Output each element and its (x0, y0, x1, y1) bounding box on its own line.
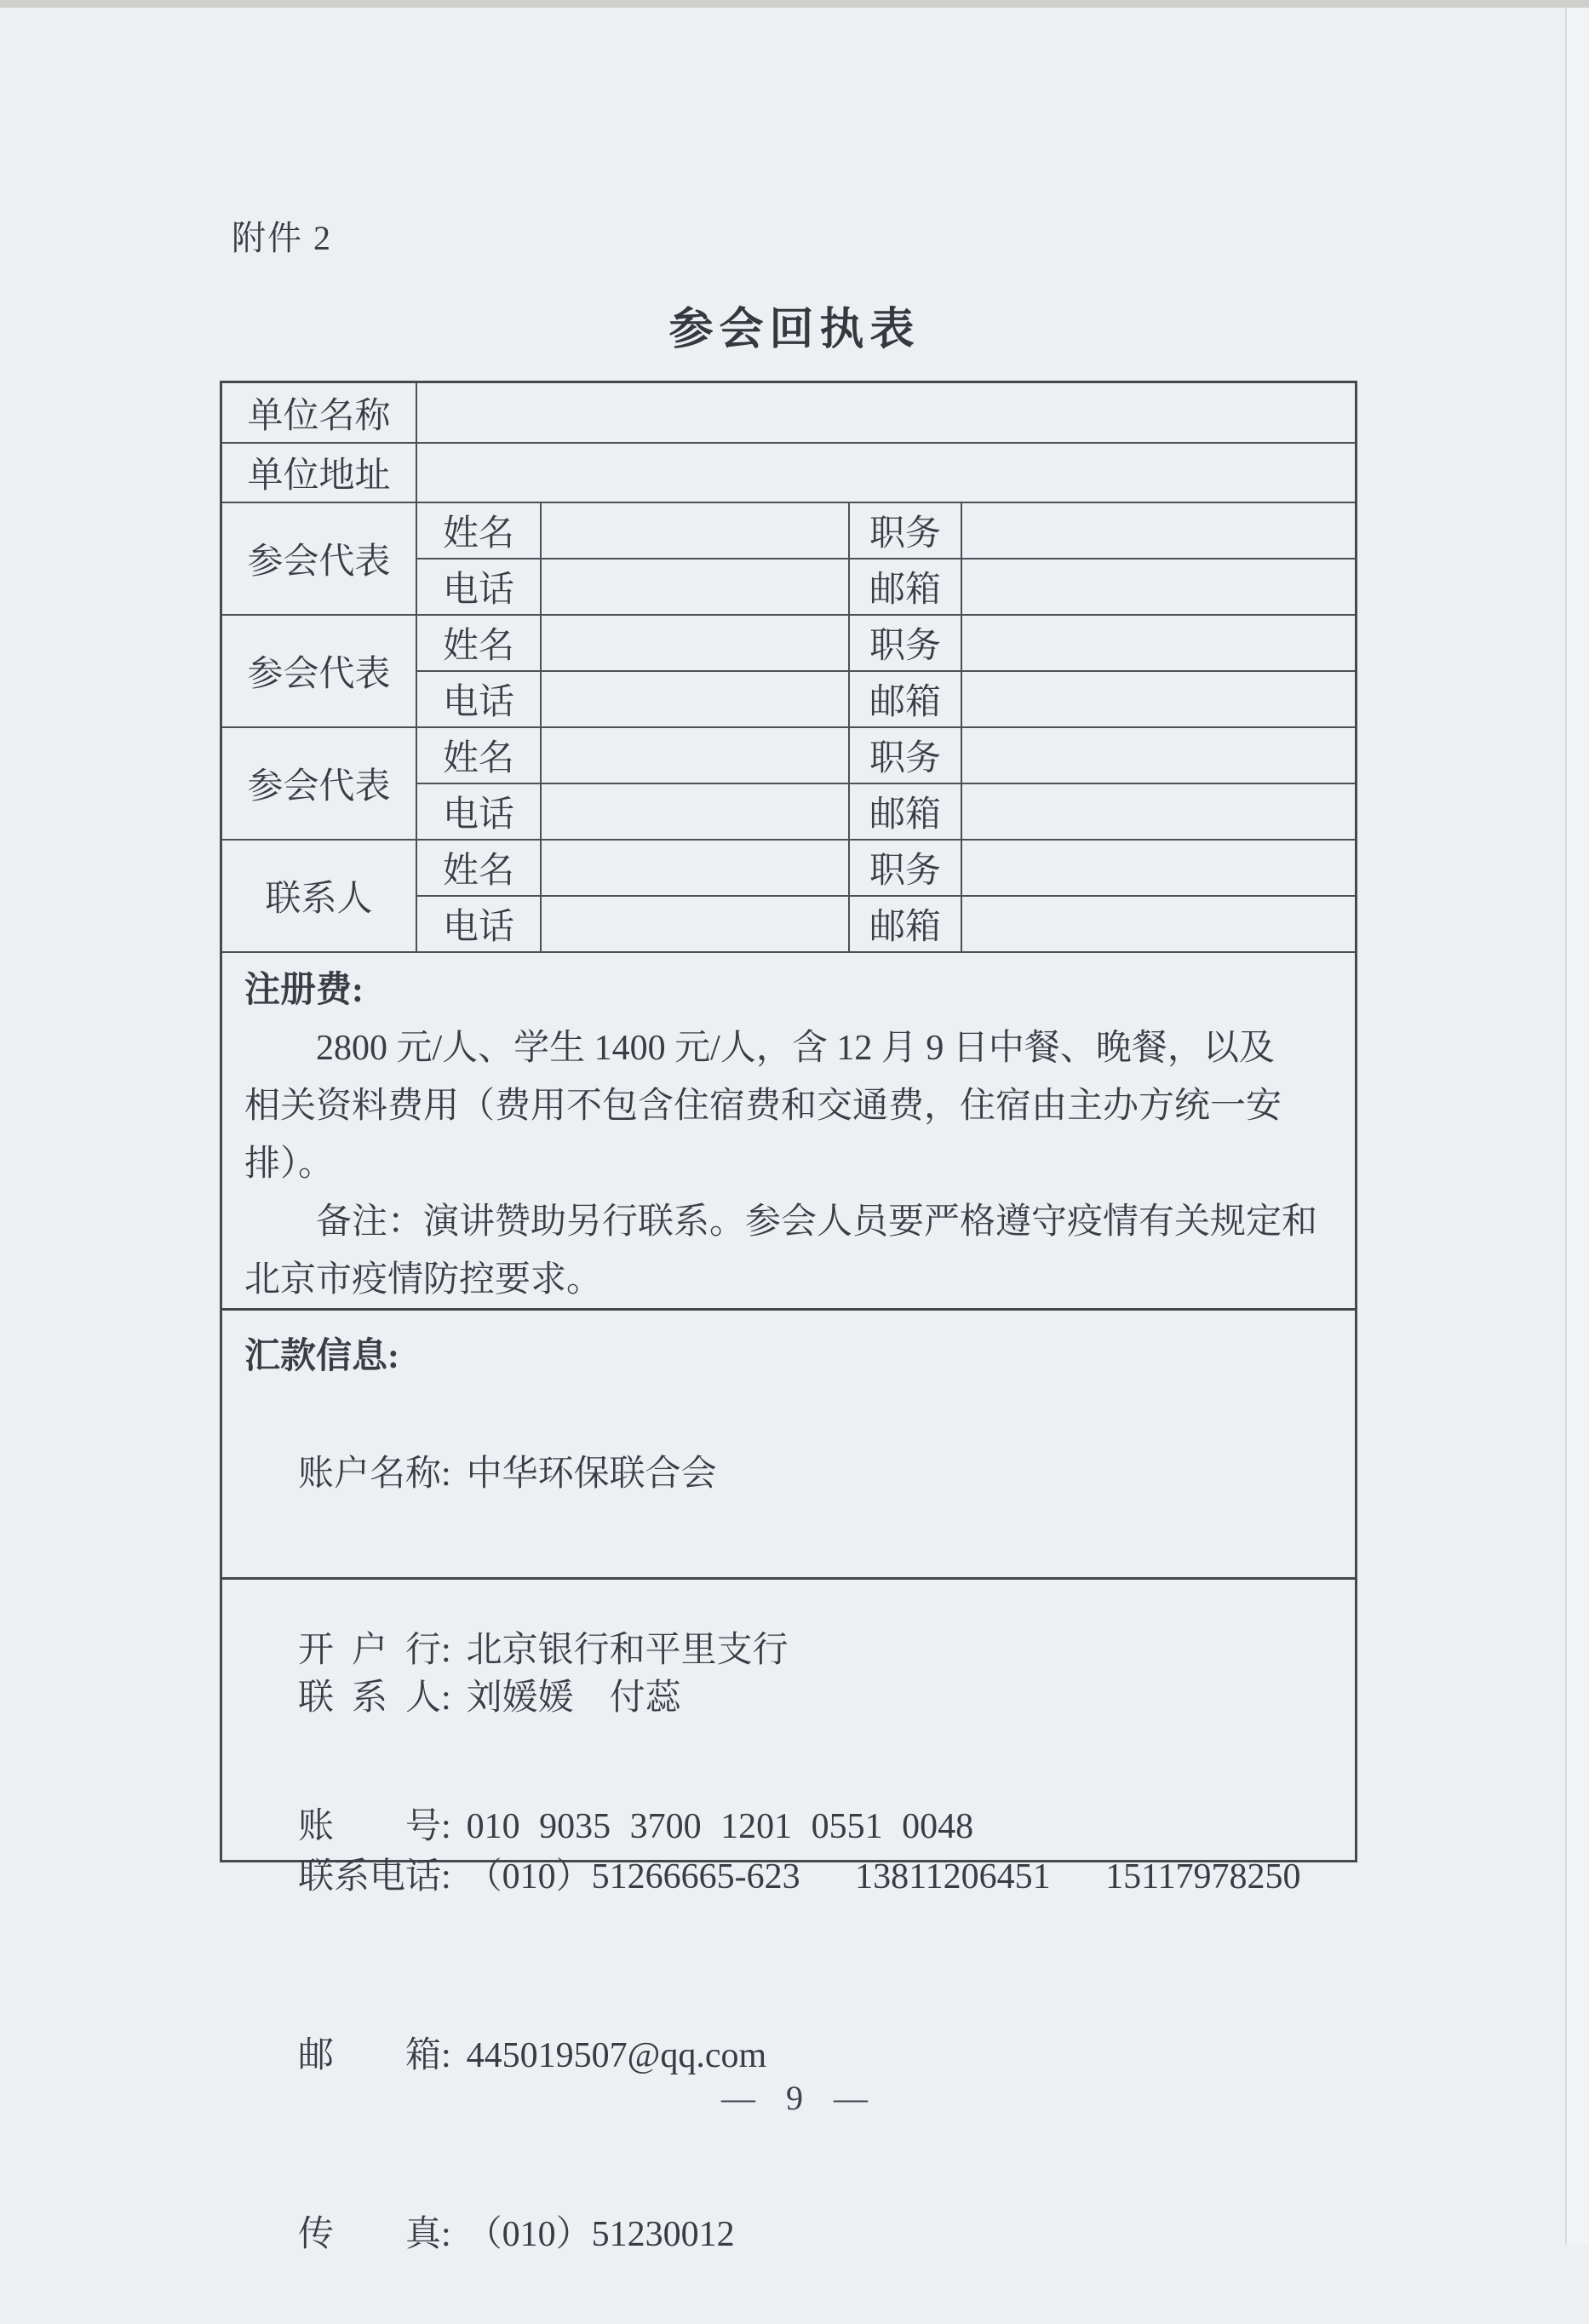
unit-address-label: 单位地址 (222, 443, 416, 502)
group-label-contact: 联系人 (222, 840, 416, 952)
contact-title-value-cell (961, 840, 1355, 896)
email-label: 邮箱 (849, 559, 961, 615)
unit-name-label: 单位名称 (222, 383, 416, 443)
fee-paragraph-line: 相关资料费用（费用不包含住宿费和交通费，住宿由主办方统一安 (244, 1087, 1282, 1126)
registration-form-box (220, 381, 1357, 2254)
contact-fax-label: 传 真: (298, 2215, 451, 2254)
bank-value: 北京银行和平里支行 (466, 1631, 789, 1670)
remittance-heading: 汇款信息: (244, 1337, 399, 1376)
name-label: 姓名 (416, 502, 541, 559)
fee-heading: 注册费: (244, 971, 364, 1010)
table-row-unit-name (222, 383, 1355, 443)
page-number: — 9 — (721, 2079, 868, 2117)
contact-fax-line (244, 2145, 1333, 2324)
phone-label: 电话 (416, 783, 541, 840)
rep2-email-value-cell (961, 671, 1355, 727)
rep2-phone-value-cell (541, 671, 849, 727)
rep3-title-value-cell (961, 727, 1355, 783)
table-row-rep1-name (222, 502, 1355, 559)
page-title: 参会回执表 (668, 306, 921, 354)
contact-fax-value: （010）51230012 (466, 2215, 735, 2254)
rep1-email-value-cell (961, 559, 1355, 615)
name-label: 姓名 (416, 840, 541, 896)
contact-name-value-cell (541, 840, 849, 896)
title-label: 职务 (849, 840, 961, 896)
group-label-rep1: 参会代表 (222, 502, 416, 615)
email-label: 邮箱 (849, 896, 961, 952)
title-label: 职务 (849, 615, 961, 671)
fee-note-line: 备注：演讲赞助另行联系。参会人员要严格遵守疫情有关规定和 (316, 1202, 1318, 1242)
contact-email-line (244, 1966, 1333, 2145)
title-label: 职务 (849, 502, 961, 559)
unit-address-value-cell (416, 443, 1355, 502)
rep1-title-value-cell (961, 502, 1355, 559)
email-label: 邮箱 (849, 671, 961, 727)
phone-label: 电话 (416, 559, 541, 615)
rep1-phone-value-cell (541, 559, 849, 615)
contact-phone-label: 联系电话: (298, 1857, 451, 1896)
table-row-rep3-name (222, 727, 1355, 783)
account-number-value: 010 9035 3700 1201 0551 0048 (466, 1807, 974, 1846)
unit-name-value-cell (416, 383, 1355, 443)
phone-label: 电话 (416, 671, 541, 727)
fee-note-line: 北京市疫情防控要求。 (244, 1260, 603, 1300)
name-label: 姓名 (416, 615, 541, 671)
name-label: 姓名 (416, 727, 541, 783)
bank-label: 开 户 行: (298, 1631, 451, 1670)
rep2-title-value-cell (961, 615, 1355, 671)
fee-paragraph-line: 2800 元/人、学生 1400 元/人，含 12 月 9 日中餐、晚餐，以及 (316, 1029, 1275, 1068)
account-name-line (244, 1386, 1333, 1563)
rep1-name-value-cell (541, 502, 849, 559)
contact-person-label: 联 系 人: (298, 1678, 451, 1718)
contact-person-value: 刘媛媛 付蕊 (466, 1678, 681, 1718)
group-label-rep3: 参会代表 (222, 727, 416, 840)
account-number-label: 账 号: (298, 1807, 451, 1846)
rep3-phone-value-cell (541, 783, 849, 840)
rep3-email-value-cell (961, 783, 1355, 840)
account-name-value: 中华环保联合会 (466, 1455, 717, 1494)
group-label-rep2: 参会代表 (222, 615, 416, 727)
registration-fee-section (222, 953, 1355, 1308)
contact-email-value-cell (961, 896, 1355, 952)
contact-phone-value-cell (541, 896, 849, 952)
scan-top-strip (0, 0, 1589, 8)
phone-label: 电话 (416, 896, 541, 952)
contact-phone-value: （010）51266665-623 13811206451 15117978250 (466, 1857, 1301, 1896)
contact-email-label: 邮 箱: (298, 2036, 451, 2075)
rep3-name-value-cell (541, 727, 849, 783)
table-row-rep2-name (222, 615, 1355, 671)
table-row-contact-name (222, 840, 1355, 896)
account-name-label: 账户名称: (298, 1455, 451, 1494)
registration-form-table (222, 383, 1355, 953)
fee-paragraph-line: 排）。 (244, 1145, 335, 1184)
contact-email-value: 445019507@qq.com (466, 2036, 767, 2075)
rep2-name-value-cell (541, 615, 849, 671)
attachment-label: 附件 2 (232, 219, 332, 257)
email-label: 邮箱 (849, 783, 961, 840)
table-row-unit-address (222, 443, 1355, 502)
title-label: 职务 (849, 727, 961, 783)
